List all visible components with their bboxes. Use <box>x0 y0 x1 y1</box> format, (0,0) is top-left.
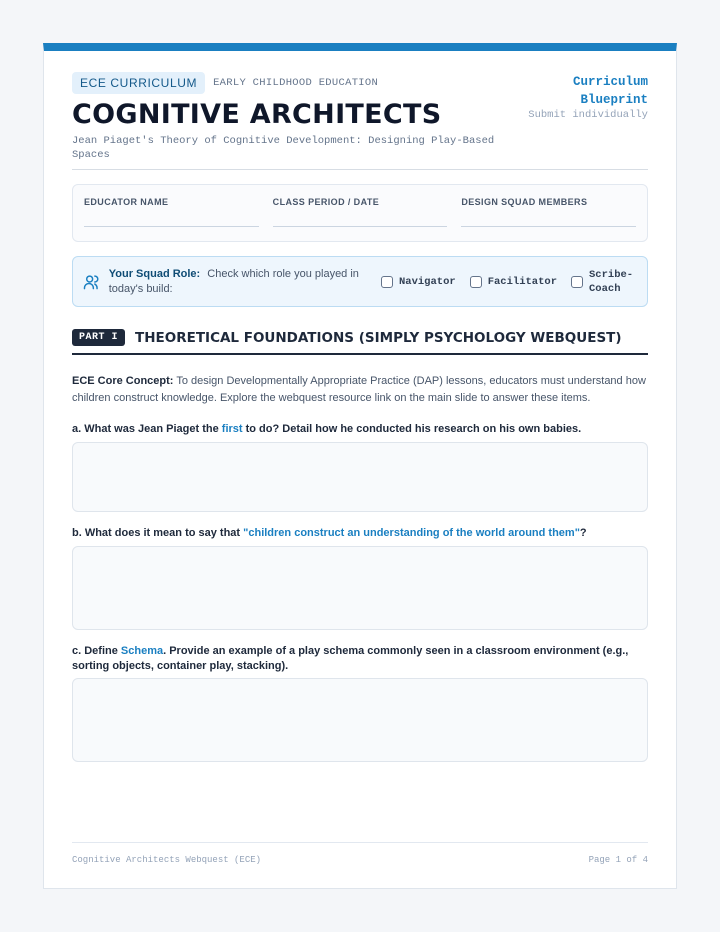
question-a-text-1: a. What was Jean Piaget the <box>72 423 222 435</box>
student-info-box <box>72 184 648 242</box>
educator-name-label: EDUCATOR NAME <box>84 197 169 207</box>
role-option-facilitator[interactable] <box>470 276 557 288</box>
role-option-scribe-coach[interactable] <box>571 268 637 296</box>
page-subtitle: Jean Piaget's Theory of Cognitive Development: Designing Play-Based Spaces <box>72 135 495 161</box>
class-period-label: CLASS PERIOD / DATE <box>272 197 380 207</box>
question-b <box>72 526 648 541</box>
question-c <box>72 644 648 674</box>
curriculum-badge: ECE CURRICULUM <box>72 72 205 94</box>
squad-role-prompt <box>109 267 377 297</box>
facilitator-label: Facilitator <box>487 275 557 288</box>
class-period-line[interactable] <box>273 226 448 227</box>
educator-name-field[interactable] <box>84 197 259 241</box>
scribe-coach-label: Scribe-Coach <box>589 268 634 295</box>
squad-members-label: DESIGN SQUAD MEMBERS <box>461 197 588 207</box>
answer-box-b[interactable] <box>72 546 648 630</box>
worksheet-page <box>43 43 677 889</box>
corner-title: Curriculum Blueprint <box>572 75 648 107</box>
facilitator-checkbox[interactable] <box>470 276 482 288</box>
navigator-checkbox[interactable] <box>381 276 393 288</box>
question-b-highlight: "children construct an understanding of the world around them" <box>243 527 580 539</box>
core-concept-label: ECE Core Concept: <box>72 375 174 387</box>
core-concept <box>72 373 648 407</box>
answer-box-a[interactable] <box>72 442 648 512</box>
squad-members-field[interactable] <box>461 197 636 241</box>
corner-subtitle: Submit individually <box>528 109 648 121</box>
question-a <box>72 422 648 437</box>
question-b-text-2: ? <box>579 527 587 539</box>
question-c-highlight: Schema <box>120 645 164 657</box>
educator-name-line[interactable] <box>84 226 259 227</box>
footer-title: Cognitive Architects Webquest (ECE) <box>72 855 262 865</box>
class-period-field[interactable] <box>273 197 448 241</box>
squad-members-line[interactable] <box>461 226 636 227</box>
header-divider <box>72 169 648 170</box>
users-icon <box>83 273 101 291</box>
curriculum-subtitle: EARLY CHILDHOOD EDUCATION <box>213 77 379 89</box>
role-option-navigator[interactable] <box>381 276 456 288</box>
answer-box-c[interactable] <box>72 678 648 762</box>
footer-divider <box>72 842 648 843</box>
question-a-highlight: first <box>221 423 243 435</box>
part-badge: PART I <box>72 329 125 346</box>
role-options <box>381 268 637 296</box>
header-corner <box>528 73 648 121</box>
question-c-text-1: c. Define <box>72 645 121 657</box>
footer-page-number: Page 1 of 4 <box>588 855 648 865</box>
part-heading <box>72 329 648 355</box>
scribe-coach-checkbox[interactable] <box>571 276 583 288</box>
squad-role-label: Your Squad Role: <box>108 267 201 280</box>
question-b-text-1: b. What does it mean to say that <box>72 527 244 539</box>
squad-role-box <box>72 256 648 307</box>
question-a-text-2: to do? Detail how he conducted his research on his own babies. <box>242 423 582 435</box>
page-footer <box>72 855 648 865</box>
page-title: COGNITIVE ARCHITECTS <box>72 99 442 130</box>
core-concept-text: To design Developmentally Appropriate Practice (DAP) lessons, educators must understand how children construct knowledge. Explore the webquest resource link on the main slide to answer these items. <box>72 375 646 404</box>
question-c-text-2: . Provide an example of a play schema commonly seen in a classroom environment (e.g., sorting objects, container play, stacking). <box>72 645 629 672</box>
squad-role-text: Check which role you played in today's build: <box>108 267 359 295</box>
navigator-label: Navigator <box>398 275 456 288</box>
header-badge-row <box>72 72 378 94</box>
part-title: THEORETICAL FOUNDATIONS (SIMPLY PSYCHOLOGY WEBQUEST) <box>135 329 622 346</box>
